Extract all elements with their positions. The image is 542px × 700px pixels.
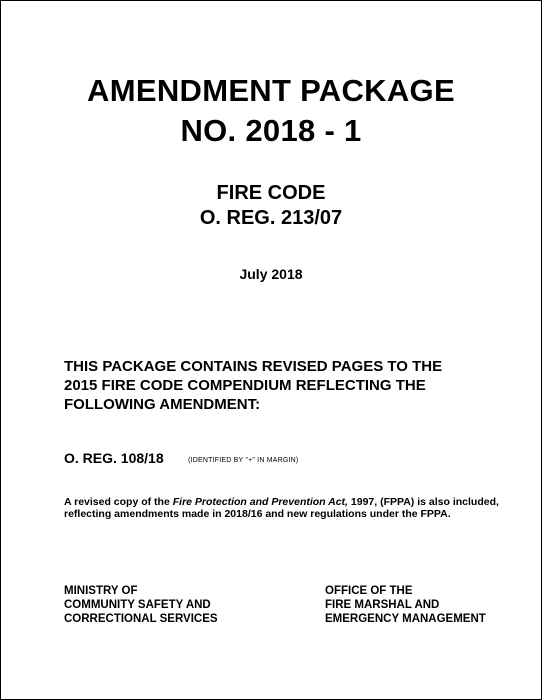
main-title-line-1: AMENDMENT PACKAGE <box>87 73 455 108</box>
revised-note-act-name: Fire Protection and Prevention Act, <box>172 496 348 508</box>
publication-date: July 2018 <box>239 266 303 282</box>
ministry-block <box>64 584 218 626</box>
revised-note-prefix: A revised copy of the <box>64 496 173 508</box>
amendment-regulation: O. REG. 108/18 <box>64 450 164 466</box>
fire-marshal-office-block <box>325 584 486 626</box>
ministry-line-3: CORRECTIONAL SERVICES <box>64 613 218 625</box>
subtitle-regulation: O. REG. 213/07 <box>199 207 343 229</box>
ministry-line-2: COMMUNITY SAFETY AND <box>64 599 211 611</box>
office-line-1: OFFICE OF THE <box>325 585 413 597</box>
ministry-line-1: MINISTRY OF <box>64 585 138 597</box>
office-line-3: EMERGENCY MANAGEMENT <box>325 613 486 625</box>
office-line-2: FIRE MARSHAL AND <box>325 599 440 611</box>
subtitle-fire-code: FIRE CODE <box>216 182 326 204</box>
package-statement-line-3: FOLLOWING AMENDMENT: <box>64 396 261 413</box>
package-statement <box>64 357 524 414</box>
amendment-row <box>64 450 298 468</box>
revised-act-note <box>64 496 504 520</box>
package-statement-line-1: THIS PACKAGE CONTAINS REVISED PAGES TO THE <box>64 358 443 375</box>
amendment-note: (IDENTIFIED BY "+" IN MARGIN) <box>188 457 299 464</box>
package-statement-line-2: 2015 FIRE CODE COMPENDIUM REFLECTING THE <box>64 377 426 394</box>
revised-note-suffix: 1997, (FPPA) is also included, reflecting amendments made in 2018/16 and new regulations under the FPPA. <box>64 496 499 520</box>
main-title-line-2: NO. 2018 - 1 <box>180 113 362 148</box>
